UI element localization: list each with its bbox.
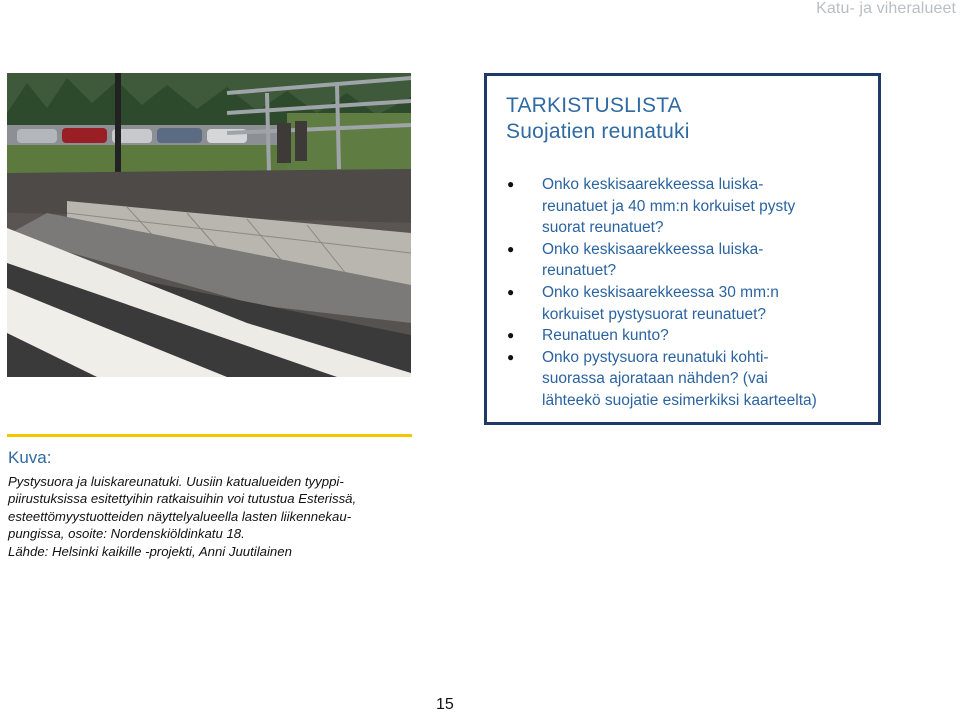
list-item-line: suorassa ajorataan nähden? (vai — [542, 370, 768, 388]
checklist-box — [484, 73, 881, 425]
bullet-icon: ● — [507, 349, 515, 364]
caption-line: esteettömyystuotteiden näyttelyalueella lasten liikennekau- — [8, 508, 352, 524]
photo-image — [7, 73, 411, 377]
list-item-line: korkuiset pystysuorat reunatuet? — [542, 305, 767, 323]
bullet-icon: ● — [507, 284, 515, 299]
list-item-line: lähteekö suojatie esimerkiksi kaarteelta) — [542, 391, 817, 409]
checklist-heading — [506, 93, 690, 145]
list-item-line: Onko keskisaarekkeessa 30 mm:n — [542, 283, 779, 301]
list-item-line: Reunatuen kunto? — [542, 327, 669, 345]
list-item-line: Onko keskisaarekkeessa luiska- — [542, 240, 764, 258]
caption-line: Pystysuora ja luiskareunatuki. Uusiin katualueiden tyyppi- — [8, 474, 344, 489]
checklist-items — [507, 174, 867, 412]
caption-line: pungissa, osoite: Nordenskiöldinkatu 18. — [8, 526, 245, 542]
caption-text — [8, 473, 428, 560]
list-item-line: reunatuet? — [542, 262, 617, 280]
page-number: 15 — [436, 696, 454, 713]
bullet-icon: ● — [507, 241, 515, 256]
caption-source: Lähde: Helsinki kaikille -projekti, Anni Juutilainen — [8, 543, 292, 559]
list-item-line: Onko keskisaarekkeessa luiska- — [542, 176, 764, 193]
list-item — [507, 282, 867, 325]
caption-label: Kuva: — [8, 448, 52, 467]
bullet-icon: ● — [507, 328, 515, 343]
list-item — [507, 239, 867, 282]
list-item-line: reunatuet ja 40 mm:n korkuiset pysty — [542, 197, 796, 215]
bullet-icon: ● — [507, 177, 515, 191]
checklist-subtitle: Suojatien reunatuki — [506, 120, 690, 143]
section-title: Katu- ja viheralueet — [816, 0, 956, 17]
list-item-line: suorat reunatuet? — [542, 219, 664, 237]
list-item — [507, 347, 867, 412]
list-item-line: Onko pystysuora reunatuki kohti- — [542, 348, 769, 366]
caption-divider — [7, 434, 412, 437]
photo-crosswalk-kerb — [7, 73, 411, 377]
list-item — [507, 325, 867, 347]
checklist-title: TARKISTUSLISTA — [506, 94, 682, 117]
caption-line: piirustuksissa esitettyihin ratkaisuihin voi tutustua Esterissä, — [8, 491, 357, 507]
list-item — [507, 174, 867, 239]
